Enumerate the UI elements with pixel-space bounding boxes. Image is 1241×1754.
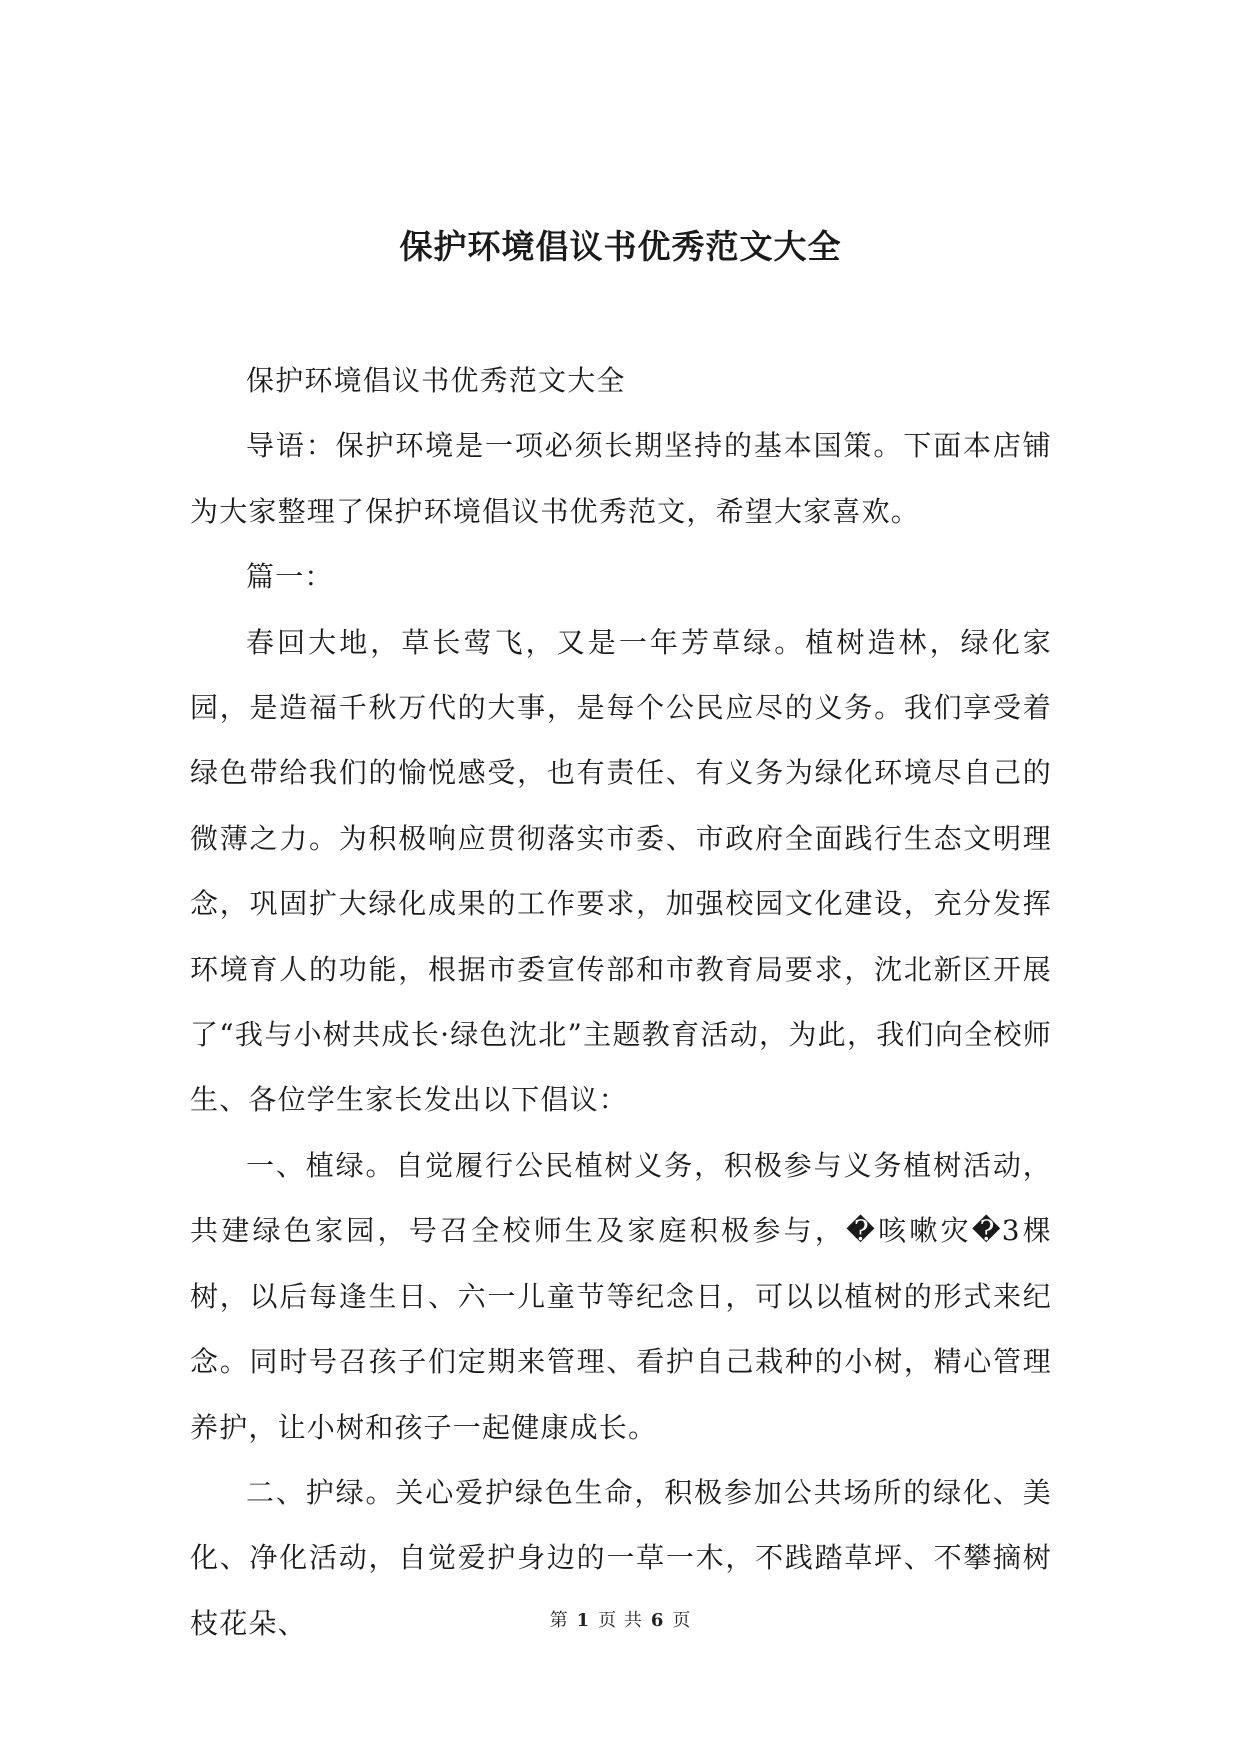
document-title: 保护环境倡议书优秀范文大全: [399, 227, 842, 266]
footer-prefix: 第: [549, 1610, 569, 1631]
page-footer: [0, 1609, 1241, 1633]
footer-suffix: 页: [672, 1610, 692, 1631]
footer-total-pages: 6: [650, 1610, 665, 1631]
paragraph-plant-green: 一、植绿。自觉履行公民植树义务，积极参与义务植树活动，共建绿色家园，号召全校师生及家庭积极参与，�咳嗽灾�3棵树，以后每逢生日、六一儿童节等纪念日，可以以植树的形式来纪念。同时号召孩子们定期来管理、看护自己栽种的小树，精心管理养护，让小树和孩子一起健康成长。: [190, 1148, 1052, 1444]
paragraph-subtitle: 保护环境倡议书优秀范文大全: [246, 364, 626, 397]
paragraph-spring: 春回大地，草长莺飞，又是一年芳草绿。植树造林，绿化家园，是造福千秋万代的大事，是每个公民应尽的义务。我们享受着绿色带给我们的愉悦感受，也有责任、有义务为绿化环境尽自己的微薄之力。为积极响应贯彻落实市委、市政府全面践行生态文明理念，巩固扩大绿化成果的工作要求，加强校园文化建设，充分发挥环境育人的功能，根据市委宣传部和市教育局要求，沈北新区开展了“我与小树共成长·绿色沈北”主题教育活动，为此，我们向全校师生、各位学生家长发出以下倡议：: [190, 625, 1052, 1117]
paragraph-intro: 导语：保护环境是一项必须长期坚持的基本国策。下面本店铺为大家整理了保护环境倡议书优秀范文，希望大家喜欢。: [190, 429, 1052, 528]
footer-middle: 页 共: [598, 1610, 643, 1631]
footer-page-number: 1: [576, 1610, 591, 1631]
paragraph-section-heading: 篇一：: [246, 560, 334, 594]
document-body: [190, 348, 1052, 1656]
paragraph-protect-green: 二、护绿。关心爱护绿色生命，积极参加公共场所的绿化、美化、净化活动，自觉爱护身边的一草一木，不践踏草坪、不攀摘树枝花朵、: [190, 1475, 1052, 1640]
